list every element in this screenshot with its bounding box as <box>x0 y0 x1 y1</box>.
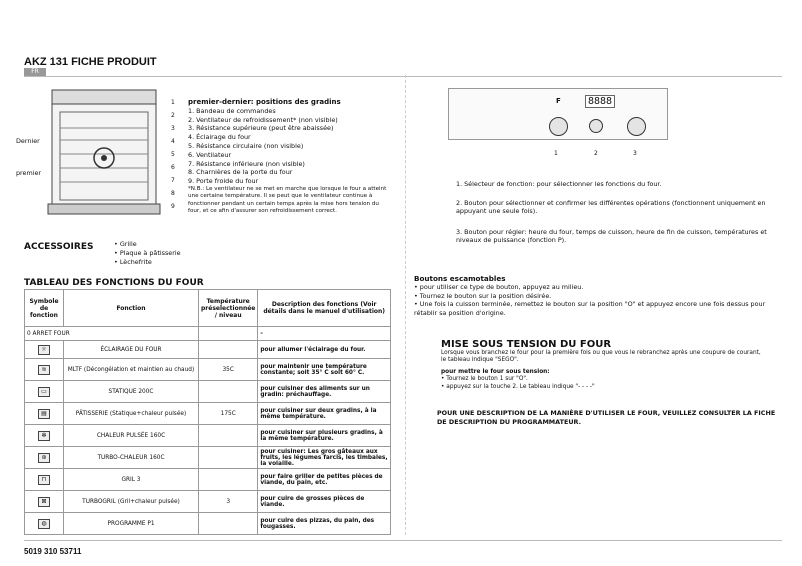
retractable-buttons-list <box>414 283 786 317</box>
pizza-icon: ◍ <box>38 519 50 529</box>
table-row <box>25 341 391 359</box>
instruction-1: 1. Sélecteur de fonction: pour sélectionner les fonctions du four. <box>456 180 662 188</box>
table-row <box>25 359 391 381</box>
callout-number: 8 <box>171 190 175 197</box>
callout-number: 9 <box>171 203 175 210</box>
column-header: Température préselectionnée / niveau <box>199 290 258 327</box>
callout-number: 3 <box>171 125 175 132</box>
function-desc: pour cuisiner sur plusieurs gradins, à la même température. <box>258 425 391 447</box>
fan-icon: ✻ <box>38 431 50 441</box>
callout-number: 7 <box>171 177 175 184</box>
header-divider <box>24 76 782 77</box>
function-desc: pour cuisiner des aliments sur un gradin: préchauffage. <box>258 381 391 403</box>
footer-divider <box>24 540 782 541</box>
function-temp <box>199 381 258 403</box>
final-note: POUR UNE DESCRIPTION DE LA MANIÈRE D'UTILISER LE FOUR, VEUILLEZ CONSULTER LA FICHE DE DESCRIPTION DU PROGRAMMATEUR. <box>437 409 776 426</box>
grill-icon: ⊓ <box>38 475 50 485</box>
function-name: CHALEUR PULSÉE 160C <box>64 425 199 447</box>
instruction-3: 3. Bouton pour régler: heure du four, temps de cuisson, heure de fin de cuisson, températures et niveaux de puissance (fonction P). <box>456 228 767 244</box>
instruction-2: 2. Bouton pour sélectionner et confirmer les différentes opérations (fonctionnent uniquement en appuyant une seule fois). <box>456 199 766 215</box>
adjust-knob[interactable] <box>627 117 646 136</box>
function-desc: pour cuisiner sur deux gradins, à la même température. <box>258 403 391 425</box>
table-row <box>25 447 391 469</box>
column-header: Description des fonctions (Voir détails dans le manuel d'utilisation) <box>258 290 391 327</box>
legend-item: 9. Porte froide du four <box>188 177 259 186</box>
column-separator <box>405 75 406 535</box>
function-temp: 35C <box>199 359 258 381</box>
language-badge: FR <box>24 68 46 76</box>
function-name: GRIL 3 <box>64 469 199 491</box>
function-name: PROGRAMME P1 <box>64 513 199 535</box>
page-title: AKZ 131 FICHE PRODUIT <box>24 56 157 68</box>
function-desc: - <box>258 327 391 341</box>
callout-number: 5 <box>171 151 175 158</box>
function-temp: 175C <box>199 403 258 425</box>
accessory-item: • Plaque à pâtisserie <box>114 249 181 257</box>
column-header: Symbole de fonction <box>25 290 64 327</box>
legend-item: 8. Charnières de la porte du four <box>188 168 293 177</box>
function-desc: pour faire griller de petites pièces de viande, du pain, etc. <box>258 469 391 491</box>
function-temp <box>199 513 258 535</box>
function-name: TURBO-CHALEUR 160C <box>64 447 199 469</box>
callout-number: 1 <box>171 99 175 106</box>
control-panel-drawing <box>52 90 156 104</box>
functions-table <box>24 289 391 535</box>
table-row <box>25 381 391 403</box>
legend-item: 5. Résistance circulaire (non visible) <box>188 141 304 150</box>
list-item: • Tournez le bouton 1 sur "O". <box>441 376 528 383</box>
knob-label: 3 <box>633 150 637 157</box>
function-name: MLTF (Décongélation et maintien au chaud) <box>64 359 199 381</box>
product-code: 5019 310 53711 <box>24 547 82 556</box>
function-temp: 3 <box>199 491 258 513</box>
column-header: Fonction <box>64 290 199 327</box>
function-name: 0 ARRET FOUR <box>25 327 199 341</box>
list-item: • Tournez le bouton sur la position désirée. <box>414 291 552 300</box>
legend-item: 1. Bandeau de commandes <box>188 106 276 115</box>
table-row <box>25 469 391 491</box>
accessory-item: • Lèchefrite <box>114 258 152 266</box>
function-name: STATIQUE 200C <box>64 381 199 403</box>
legend-item: 4. Éclairage du four <box>188 133 251 142</box>
accessories-title: ACCESSOIRES <box>24 242 94 252</box>
function-desc: pour cuire des pizzas, du pain, des fougasses. <box>258 513 391 535</box>
callout-number: 4 <box>171 138 175 145</box>
function-desc: pour allumer l'éclairage du four. <box>258 341 391 359</box>
keep-warm-icon: ≋ <box>38 365 50 375</box>
legend-item: 7. Résistance inférieure (non visible) <box>188 159 305 168</box>
callout-number: 6 <box>171 164 175 171</box>
list-item: • pour utiliser ce type de bouton, appuyez au milieu. <box>414 283 584 291</box>
function-name: TURBOGRIL (Gril+chaleur pulsée) <box>64 491 199 513</box>
function-temp <box>199 469 258 491</box>
function-temp <box>199 425 258 447</box>
function-temp <box>199 341 258 359</box>
list-item: • appuyez sur la touche 2. Le tableau indique "- - - -" <box>441 383 595 390</box>
list-item: • Une fois la cuisson terminée, remettez le bouton sur la position "O" et appuyez encore une fois dessus pour rétablir sa position d'origine. <box>414 300 766 317</box>
select-confirm-button[interactable] <box>589 119 603 133</box>
oven-legend <box>188 98 393 186</box>
light-icon: ☼ <box>38 345 50 355</box>
table-row <box>25 513 391 535</box>
accessories-list <box>114 240 181 267</box>
function-desc: pour maintenir une température constante; soit 35° C soit 60° C. <box>258 359 391 381</box>
oven-door-drawing <box>48 204 160 214</box>
table-row <box>25 491 391 513</box>
digital-display: 8888 <box>585 95 615 108</box>
oven-illustration <box>38 88 188 220</box>
legend-item: 2. Ventilateur de refroidissement* (non visible) <box>188 115 338 124</box>
legend-header: premier-dernier: positions des gradins <box>188 98 341 106</box>
knob-label: 1 <box>554 150 558 157</box>
power-on-title: MISE SOUS TENSION DU FOUR <box>441 339 612 350</box>
static-icon: ▭ <box>38 387 50 397</box>
function-temp <box>199 327 258 341</box>
control-panel-illustration <box>448 88 668 140</box>
function-name: PÂTISSERIE (Statique+chaleur pulsée) <box>64 403 199 425</box>
pastry-icon: ▤ <box>38 409 50 419</box>
power-on-intro: Lorsque vous branchez le four pour la première fois ou que vous le rebranchez après une coupure de courant, le tableau indique "SEGO". <box>441 350 761 364</box>
legend-item: 6. Ventilateur <box>188 150 232 159</box>
table-row <box>25 327 391 341</box>
legend-item: 3. Résistance supérieure (peut être abaissée) <box>188 124 334 133</box>
turbogrill-icon: ⊠ <box>38 497 50 507</box>
function-desc: pour cuisiner: Les gros gâteaux aux fruits, les légumes farcis, les timbales, la volaille. <box>258 447 391 469</box>
label-dernier: Dernier <box>16 137 40 145</box>
function-desc: pour cuire de grosses pièces de viande. <box>258 491 391 513</box>
power-on-text <box>441 350 766 391</box>
functions-table-title: TABLEAU DES FONCTIONS DU FOUR <box>24 278 204 288</box>
label-premier: premier <box>16 169 42 177</box>
power-on-subtitle: pour mettre le four sous tension: <box>441 368 550 375</box>
retractable-buttons-title: Boutons escamotables <box>414 274 506 283</box>
turbo-icon: ⊛ <box>38 453 50 463</box>
knob-label: 2 <box>594 150 598 157</box>
function-letter: F <box>556 97 561 105</box>
fan-note: *N.B.: Le ventilateur ne se met en marche que lorsque le four a atteint une certaine température. Il se peut que le ventilateur continue à fonctionner pendant un certain temps après la mise hors tension du four, et ce afin d'assurer son refroidissement correct. <box>188 186 387 215</box>
callout-number: 2 <box>171 112 175 119</box>
function-temp <box>199 447 258 469</box>
table-row <box>25 403 391 425</box>
function-name: ÉCLAIRAGE DU FOUR <box>64 341 199 359</box>
accessory-item: • Grille <box>114 240 137 248</box>
function-selector-knob[interactable] <box>549 117 568 136</box>
table-row <box>25 425 391 447</box>
table-header-row <box>25 290 391 327</box>
fan-hub-drawing <box>101 155 107 161</box>
